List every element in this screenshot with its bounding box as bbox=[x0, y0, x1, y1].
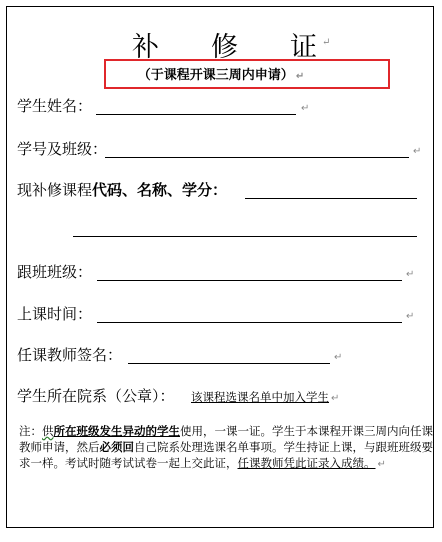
paragraph-mark: ↵ bbox=[331, 393, 340, 404]
follow-class-label: 跟班班级： bbox=[17, 263, 93, 281]
title-char-1: 补 bbox=[132, 32, 159, 63]
teacher-sign-line[interactable] bbox=[128, 363, 330, 364]
paragraph-mark: ↵ bbox=[413, 146, 422, 157]
subtitle bbox=[7, 64, 435, 83]
note-text-2: 自己院系处理选课名单事项。学生持证上课，与跟班班级要求一样。考试时随考试试卷一起上交此证， bbox=[19, 440, 433, 470]
college-label: 学生所在院系（公章）： bbox=[17, 387, 175, 405]
course-line-2[interactable] bbox=[73, 236, 417, 237]
subtitle-text: （于课程开课三周内申请） bbox=[137, 68, 294, 83]
paragraph-mark: ↵ bbox=[301, 103, 310, 114]
teacher-sign-label: 任课教师签名： bbox=[17, 346, 123, 364]
college-value bbox=[191, 389, 339, 405]
student-name-label: 学生姓名： bbox=[17, 97, 93, 115]
student-id-class-label: 学号及班级： bbox=[17, 140, 108, 158]
note-prefix: 注： bbox=[19, 424, 42, 438]
paragraph-mark: ↵ bbox=[406, 311, 415, 322]
class-time-label: 上课时间： bbox=[17, 305, 93, 323]
course-line-1[interactable] bbox=[245, 198, 417, 199]
paragraph-mark: ↵ bbox=[334, 352, 343, 363]
student-name-line[interactable] bbox=[96, 114, 296, 115]
paragraph-mark: ↵ bbox=[406, 269, 415, 280]
note-must-return: 必须回 bbox=[99, 440, 134, 454]
paragraph-mark: ↵ bbox=[377, 459, 386, 470]
course-label bbox=[17, 179, 227, 200]
note-teacher-grade: 任课教师凭此证录入成绩。 bbox=[237, 456, 376, 470]
note-for: 供 bbox=[42, 424, 54, 438]
title-char-3: 证 bbox=[290, 32, 317, 63]
college-value-text: 该课程选课名单中加入学生 bbox=[191, 390, 329, 404]
note-target-students: 所在班级发生异动的学生 bbox=[53, 424, 180, 438]
course-label-bold: 代码、名称、学分： bbox=[92, 181, 228, 199]
follow-class-line[interactable] bbox=[97, 280, 402, 281]
document-frame bbox=[6, 6, 434, 528]
note-text-1: 使用，一课一证。学生于本课程开课三周内向任课教师申请，然后 bbox=[19, 424, 433, 454]
usage-note bbox=[19, 423, 434, 473]
class-time-line[interactable] bbox=[97, 322, 402, 323]
course-label-prefix: 现补修课程 bbox=[17, 181, 93, 199]
title-char-2: 修 bbox=[211, 32, 238, 63]
student-id-class-line[interactable] bbox=[105, 157, 409, 158]
paragraph-mark: ↵ bbox=[295, 71, 305, 82]
paragraph-mark: ↵ bbox=[322, 37, 331, 48]
